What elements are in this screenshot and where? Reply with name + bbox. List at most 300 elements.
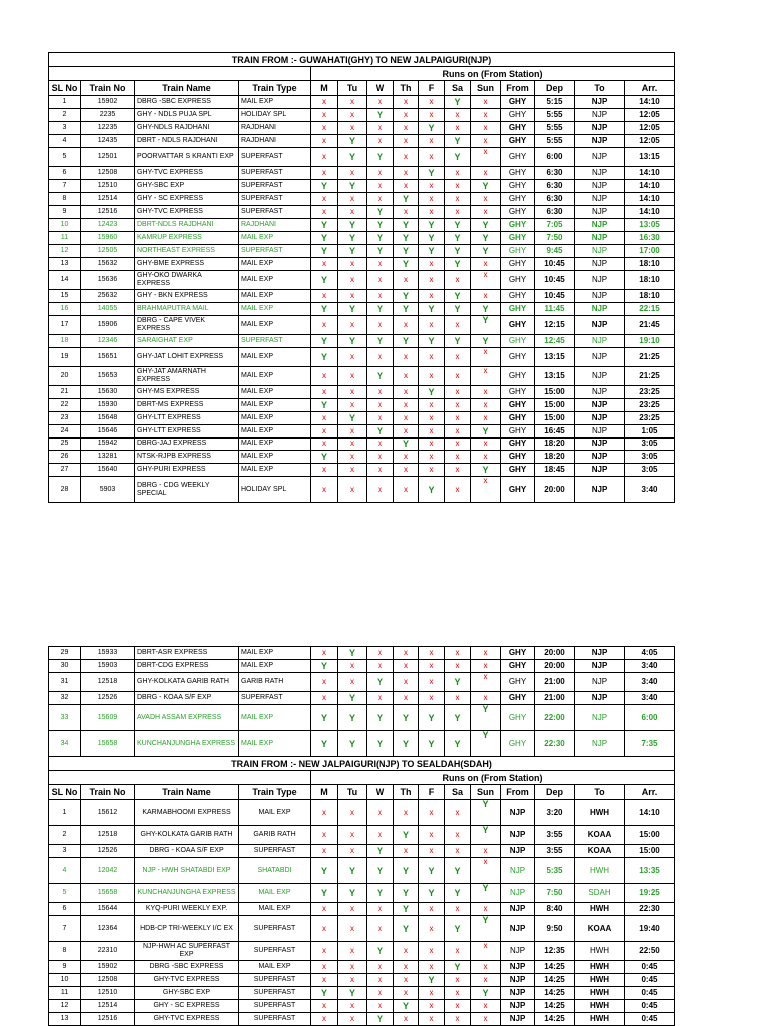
departure-time-cell: 12:35 — [535, 942, 575, 961]
arrival-time-cell: 22:30 — [625, 903, 675, 916]
departure-time-cell: 12:15 — [535, 316, 575, 335]
runs-yes-mark: Y — [311, 271, 338, 290]
train-type-cell: RAJDHANI — [239, 219, 311, 232]
runs-no-mark: x — [338, 916, 367, 942]
train-name-cell: GHY-LTT EXPRESS — [135, 412, 239, 425]
train-type-cell: SUPERFAST — [239, 692, 311, 705]
header-cell: SL No — [49, 81, 81, 96]
runs-no-mark: x — [419, 316, 445, 335]
train-no-cell: 15942 — [81, 438, 135, 451]
runs-yes-mark: Y — [367, 335, 394, 348]
runs-no-mark: x — [394, 148, 419, 167]
arrival-time-cell: 19:40 — [625, 916, 675, 942]
train-type-cell: SUPERFAST — [239, 148, 311, 167]
runs-yes-mark: Y — [445, 290, 471, 303]
to-station-cell: NJP — [575, 290, 625, 303]
departure-time-cell: 14:25 — [535, 974, 575, 987]
from-station-cell: NJP — [501, 987, 535, 1000]
from-station-cell: GHY — [501, 96, 535, 109]
runs-no-mark: x — [471, 109, 501, 122]
runs-no-mark: x — [445, 942, 471, 961]
train-no-cell: 15612 — [81, 800, 135, 826]
from-station-cell: GHY — [501, 193, 535, 206]
runs-yes-mark: Y — [394, 1000, 419, 1013]
runs-no-mark: x — [311, 148, 338, 167]
table-row — [49, 335, 675, 348]
train-name-cell: GHY-TVC EXPRESS — [135, 167, 239, 180]
from-station-cell: GHY — [501, 122, 535, 135]
sl-no-cell: 3 — [49, 122, 81, 135]
header-cell: Train No — [81, 785, 135, 800]
train-no-cell: 15646 — [81, 425, 135, 438]
arrival-time-cell: 3:05 — [625, 438, 675, 451]
runs-no-mark: x — [338, 660, 367, 673]
runs-no-mark: x — [419, 961, 445, 974]
from-station-cell: NJP — [501, 1000, 535, 1013]
runs-no-mark: x — [445, 451, 471, 464]
runs-yes-mark: Y — [419, 884, 445, 903]
header-cell: Tu — [338, 785, 367, 800]
runs-no-mark: x — [367, 290, 394, 303]
runs-yes-mark: Y — [311, 987, 338, 1000]
train-no-cell: 2235 — [81, 109, 135, 122]
to-station-cell: NJP — [575, 335, 625, 348]
runs-yes-mark: Y — [394, 884, 419, 903]
runs-yes-mark: Y — [445, 961, 471, 974]
train-name-cell: DBRG-JAJ EXPRESS — [135, 438, 239, 451]
table-row — [49, 316, 675, 335]
arrival-time-cell: 14:10 — [625, 167, 675, 180]
train-no-cell: 12508 — [81, 167, 135, 180]
table-row — [49, 660, 675, 673]
runs-yes-mark: Y — [445, 232, 471, 245]
runs-no-mark: x — [394, 942, 419, 961]
from-station-cell: GHY — [501, 232, 535, 245]
train-type-cell: GARIB RATH — [239, 673, 311, 692]
train-no-cell: 15906 — [81, 316, 135, 335]
runs-no-mark: x — [471, 290, 501, 303]
arrival-time-cell: 18:10 — [625, 290, 675, 303]
to-station-cell: HWH — [575, 961, 625, 974]
runs-yes-mark: Y — [471, 731, 501, 757]
train-no-cell: 15960 — [81, 232, 135, 245]
departure-time-cell: 15:00 — [535, 412, 575, 425]
runs-no-mark: x — [311, 673, 338, 692]
train-type-cell: SUPERFAST — [239, 335, 311, 348]
train-type-cell: MAIL EXP — [239, 961, 311, 974]
to-station-cell: NJP — [575, 148, 625, 167]
departure-time-cell: 5:55 — [535, 109, 575, 122]
to-station-cell: NJP — [575, 367, 625, 386]
runs-yes-mark: Y — [367, 705, 394, 731]
arrival-time-cell: 0:45 — [625, 974, 675, 987]
to-station-cell: NJP — [575, 109, 625, 122]
sl-no-cell: 28 — [49, 477, 81, 503]
runs-no-mark: x — [394, 673, 419, 692]
sl-no-cell: 25 — [49, 438, 81, 451]
runs-yes-mark: Y — [367, 731, 394, 757]
runs-no-mark: x — [471, 386, 501, 399]
runs-yes-mark: Y — [338, 148, 367, 167]
runs-yes-mark: Y — [311, 705, 338, 731]
runs-no-mark: x — [338, 477, 367, 503]
runs-no-mark: x — [445, 206, 471, 219]
runs-no-mark: x — [311, 167, 338, 180]
to-station-cell: NJP — [575, 303, 625, 316]
departure-time-cell: 7:50 — [535, 884, 575, 903]
table-row — [49, 673, 675, 692]
header-cell: W — [367, 81, 394, 96]
train-no-cell: 15902 — [81, 96, 135, 109]
runs-no-mark: x — [338, 942, 367, 961]
runs-yes-mark: Y — [419, 232, 445, 245]
header-cell: From — [501, 81, 535, 96]
runs-no-mark: x — [394, 135, 419, 148]
departure-time-cell: 3:20 — [535, 800, 575, 826]
to-station-cell: NJP — [575, 316, 625, 335]
table-row — [49, 800, 675, 826]
departure-time-cell: 14:25 — [535, 987, 575, 1000]
train-name-cell: GHY - NDLS PUJA SPL — [135, 109, 239, 122]
header-cell: Tu — [338, 81, 367, 96]
from-station-cell: NJP — [501, 1013, 535, 1026]
sl-no-cell: 7 — [49, 180, 81, 193]
runs-yes-mark: Y — [311, 451, 338, 464]
runs-no-mark: x — [394, 109, 419, 122]
table-row — [49, 206, 675, 219]
runs-no-mark: x — [445, 845, 471, 858]
runs-no-mark: x — [394, 206, 419, 219]
runs-yes-mark: Y — [394, 826, 419, 845]
train-no-cell: 12510 — [81, 987, 135, 1000]
runs-no-mark: x — [338, 258, 367, 271]
train-type-cell: MAIL EXP — [239, 316, 311, 335]
sl-no-cell: 8 — [49, 942, 81, 961]
sl-no-cell: 13 — [49, 1013, 81, 1026]
to-station-cell: NJP — [575, 96, 625, 109]
table-row — [49, 692, 675, 705]
runs-yes-mark: Y — [367, 673, 394, 692]
runs-no-mark: x — [338, 1000, 367, 1013]
header-cell: F — [419, 785, 445, 800]
to-station-cell: NJP — [575, 660, 625, 673]
departure-time-cell: 7:50 — [535, 232, 575, 245]
runs-no-mark: x — [338, 367, 367, 386]
to-station-cell: SDAH — [575, 884, 625, 903]
runs-yes-mark: Y — [311, 731, 338, 757]
sl-no-cell: 12 — [49, 245, 81, 258]
train-name-cell: GHY-JAT LOHIT EXPRESS — [135, 348, 239, 367]
from-station-cell: NJP — [501, 916, 535, 942]
train-no-cell: 12435 — [81, 135, 135, 148]
runs-no-mark: x — [445, 425, 471, 438]
from-station-cell: GHY — [501, 206, 535, 219]
train-name-cell: AVADH ASSAM EXPRESS — [135, 705, 239, 731]
train-no-cell: 5903 — [81, 477, 135, 503]
arrival-time-cell: 16:30 — [625, 232, 675, 245]
arrival-time-cell: 7:35 — [625, 731, 675, 757]
to-station-cell: HWH — [575, 858, 625, 884]
runs-no-mark: x — [311, 974, 338, 987]
arrival-time-cell: 3:40 — [625, 692, 675, 705]
runs-yes-mark: Y — [338, 219, 367, 232]
runs-no-mark: x — [394, 122, 419, 135]
runs-no-mark: x — [367, 412, 394, 425]
runs-yes-mark: Y — [419, 731, 445, 757]
runs-no-mark: x — [445, 271, 471, 290]
train-type-cell: MAIL EXP — [239, 96, 311, 109]
arrival-time-cell: 12:05 — [625, 135, 675, 148]
runs-no-mark: x — [394, 845, 419, 858]
from-station-cell: GHY — [501, 367, 535, 386]
runs-no-mark: x — [419, 206, 445, 219]
runs-yes-mark: Y — [311, 232, 338, 245]
train-type-cell: MAIL EXP — [239, 731, 311, 757]
table-row — [49, 438, 675, 451]
train-type-cell: SUPERFAST — [239, 916, 311, 942]
runs-yes-mark: Y — [445, 245, 471, 258]
departure-time-cell: 6:00 — [535, 148, 575, 167]
runs-no-mark: x — [419, 438, 445, 451]
from-station-cell: GHY — [501, 731, 535, 757]
train-name-cell: POORVATTAR S KRANTI EXP — [135, 148, 239, 167]
table-row — [49, 167, 675, 180]
train-name-cell: BRAHMAPUTRA MAIL — [135, 303, 239, 316]
to-station-cell: NJP — [575, 258, 625, 271]
departure-time-cell: 18:45 — [535, 464, 575, 477]
train-no-cell: 15902 — [81, 961, 135, 974]
runs-no-mark: x — [419, 180, 445, 193]
train-name-cell: KUNCHANJUNGHA EXPRESS — [135, 731, 239, 757]
runs-no-mark: x — [394, 660, 419, 673]
sl-no-cell: 12 — [49, 1000, 81, 1013]
table-row — [49, 96, 675, 109]
to-station-cell: NJP — [575, 464, 625, 477]
runs-no-mark: x — [338, 464, 367, 477]
train-no-cell: 15644 — [81, 903, 135, 916]
runs-no-mark: x — [311, 692, 338, 705]
train-type-cell: MAIL EXP — [239, 232, 311, 245]
runs-no-mark: x — [367, 438, 394, 451]
train-name-cell: GHY-KOLKATA GARIB RATH — [135, 673, 239, 692]
from-station-cell: NJP — [501, 800, 535, 826]
runs-yes-mark: Y — [367, 303, 394, 316]
table-row — [49, 193, 675, 206]
runs-no-mark: x — [471, 660, 501, 673]
departure-time-cell: 9:50 — [535, 916, 575, 942]
train-no-cell: 12526 — [81, 692, 135, 705]
timetable-ghy-to-njp-continued — [48, 646, 675, 1026]
train-type-cell: MAIL EXP — [239, 367, 311, 386]
header-cell: Dep — [535, 81, 575, 96]
runs-no-mark: x — [311, 193, 338, 206]
runs-yes-mark: Y — [338, 180, 367, 193]
from-station-cell: GHY — [501, 316, 535, 335]
sl-no-cell: 5 — [49, 148, 81, 167]
arrival-time-cell: 22:15 — [625, 303, 675, 316]
runs-yes-mark: Y — [311, 245, 338, 258]
runs-no-mark: x — [419, 464, 445, 477]
sl-no-cell: 27 — [49, 464, 81, 477]
table-row — [49, 348, 675, 367]
runs-yes-mark: Y — [311, 660, 338, 673]
runs-no-mark: x — [445, 660, 471, 673]
runs-no-mark: x — [367, 193, 394, 206]
train-type-cell: SUPERFAST — [239, 245, 311, 258]
runs-yes-mark: Y — [338, 731, 367, 757]
runs-no-mark: x — [367, 903, 394, 916]
sl-no-cell: 17 — [49, 316, 81, 335]
runs-no-mark: x — [419, 647, 445, 660]
train-name-cell: DBRT-NDLS RAJDHANI — [135, 219, 239, 232]
runs-no-mark: x — [419, 425, 445, 438]
to-station-cell: NJP — [575, 271, 625, 290]
from-station-cell: NJP — [501, 884, 535, 903]
sl-no-cell: 1 — [49, 96, 81, 109]
train-name-cell: NORTHEAST EXPRESS — [135, 245, 239, 258]
arrival-time-cell: 0:45 — [625, 1013, 675, 1026]
runs-no-mark: x — [471, 135, 501, 148]
train-type-cell: MAIL EXP — [239, 399, 311, 412]
runs-no-mark: x — [394, 348, 419, 367]
from-station-cell: GHY — [501, 348, 535, 367]
sl-no-cell: 10 — [49, 974, 81, 987]
train-no-cell: 15651 — [81, 348, 135, 367]
train-type-cell: SUPERFAST — [239, 1000, 311, 1013]
runs-yes-mark: Y — [338, 303, 367, 316]
to-station-cell: NJP — [575, 705, 625, 731]
runs-yes-mark: Y — [394, 193, 419, 206]
sl-no-cell: 3 — [49, 845, 81, 858]
train-type-cell: SUPERFAST — [239, 974, 311, 987]
runs-no-mark: x — [311, 109, 338, 122]
train-type-cell: RAJDHANI — [239, 122, 311, 135]
runs-yes-mark: Y — [311, 219, 338, 232]
from-station-cell: NJP — [501, 961, 535, 974]
from-station-cell: GHY — [501, 148, 535, 167]
runs-yes-mark: Y — [367, 219, 394, 232]
train-name-cell: GHY-PURI EXPRESS — [135, 464, 239, 477]
table-row — [49, 942, 675, 961]
train-no-cell: 15933 — [81, 647, 135, 660]
table-row — [49, 245, 675, 258]
runs-no-mark: x — [471, 1000, 501, 1013]
header-cell: Train Type — [239, 81, 311, 96]
runs-yes-mark: Y — [394, 731, 419, 757]
train-name-cell: KARMABHOOMI EXPRESS — [135, 800, 239, 826]
train-type-cell: HOLIDAY SPL — [239, 109, 311, 122]
runs-no-mark: x — [367, 987, 394, 1000]
departure-time-cell: 20:00 — [535, 477, 575, 503]
sl-no-cell: 6 — [49, 903, 81, 916]
to-station-cell: NJP — [575, 692, 625, 705]
runs-no-mark: x — [445, 109, 471, 122]
from-station-cell: NJP — [501, 826, 535, 845]
table-row — [49, 180, 675, 193]
runs-yes-mark: Y — [394, 303, 419, 316]
runs-no-mark: x — [367, 826, 394, 845]
runs-no-mark: x — [419, 258, 445, 271]
train-no-cell: 22310 — [81, 942, 135, 961]
train-no-cell: 15658 — [81, 731, 135, 757]
arrival-time-cell: 15:00 — [625, 845, 675, 858]
runs-no-mark: x — [394, 1013, 419, 1026]
from-station-cell: GHY — [501, 271, 535, 290]
train-no-cell: 15636 — [81, 271, 135, 290]
arrival-time-cell: 1:05 — [625, 425, 675, 438]
runs-no-mark: x — [338, 673, 367, 692]
runs-no-mark: x — [311, 438, 338, 451]
runs-no-mark: x — [367, 660, 394, 673]
runs-no-mark: x — [419, 109, 445, 122]
train-type-cell: GARIB RATH — [239, 826, 311, 845]
train-no-cell: 15903 — [81, 660, 135, 673]
train-no-cell: 15632 — [81, 258, 135, 271]
header-cell: M — [311, 81, 338, 96]
runs-no-mark: x — [311, 122, 338, 135]
runs-no-mark: x — [338, 974, 367, 987]
runs-no-mark: x — [394, 386, 419, 399]
arrival-time-cell: 3:05 — [625, 464, 675, 477]
runs-on-label: Runs on (From Station) — [311, 771, 675, 785]
runs-yes-mark: Y — [394, 858, 419, 884]
runs-no-mark: x — [394, 974, 419, 987]
departure-time-cell: 5:35 — [535, 858, 575, 884]
train-type-cell: MAIL EXP — [239, 386, 311, 399]
to-station-cell: NJP — [575, 477, 625, 503]
from-station-cell: GHY — [501, 705, 535, 731]
train-no-cell: 15640 — [81, 464, 135, 477]
runs-no-mark: x — [338, 290, 367, 303]
sl-no-cell: 21 — [49, 386, 81, 399]
runs-yes-mark: Y — [419, 477, 445, 503]
runs-yes-mark: Y — [471, 219, 501, 232]
runs-no-mark: x — [471, 477, 501, 503]
runs-yes-mark: Y — [471, 705, 501, 731]
train-name-cell: NTSK-RJPB EXPRESS — [135, 451, 239, 464]
to-station-cell: KOAA — [575, 826, 625, 845]
from-station-cell: GHY — [501, 180, 535, 193]
blank-cell — [49, 67, 311, 81]
runs-no-mark: x — [419, 412, 445, 425]
train-type-cell: SUPERFAST — [239, 987, 311, 1000]
runs-no-mark: x — [419, 826, 445, 845]
train-name-cell: DBRT-CDG EXPRESS — [135, 660, 239, 673]
arrival-time-cell: 14:10 — [625, 96, 675, 109]
runs-no-mark: x — [367, 271, 394, 290]
to-station-cell: HWH — [575, 903, 625, 916]
runs-no-mark: x — [445, 477, 471, 503]
runs-yes-mark: Y — [471, 884, 501, 903]
train-no-cell: 12514 — [81, 193, 135, 206]
runs-no-mark: x — [471, 903, 501, 916]
departure-time-cell: 8:40 — [535, 903, 575, 916]
sl-no-cell: 24 — [49, 425, 81, 438]
runs-yes-mark: Y — [338, 232, 367, 245]
sl-no-cell: 18 — [49, 335, 81, 348]
from-station-cell: NJP — [501, 858, 535, 884]
runs-no-mark: x — [419, 367, 445, 386]
timetable-ghy-to-njp — [48, 52, 675, 503]
from-station-cell: GHY — [501, 438, 535, 451]
runs-no-mark: x — [471, 348, 501, 367]
train-no-cell: 12423 — [81, 219, 135, 232]
train-name-cell: GHY - SC EXPRESS — [135, 193, 239, 206]
train-no-cell: 15653 — [81, 367, 135, 386]
table-row — [49, 451, 675, 464]
runs-no-mark: x — [419, 845, 445, 858]
arrival-time-cell: 0:45 — [625, 987, 675, 1000]
